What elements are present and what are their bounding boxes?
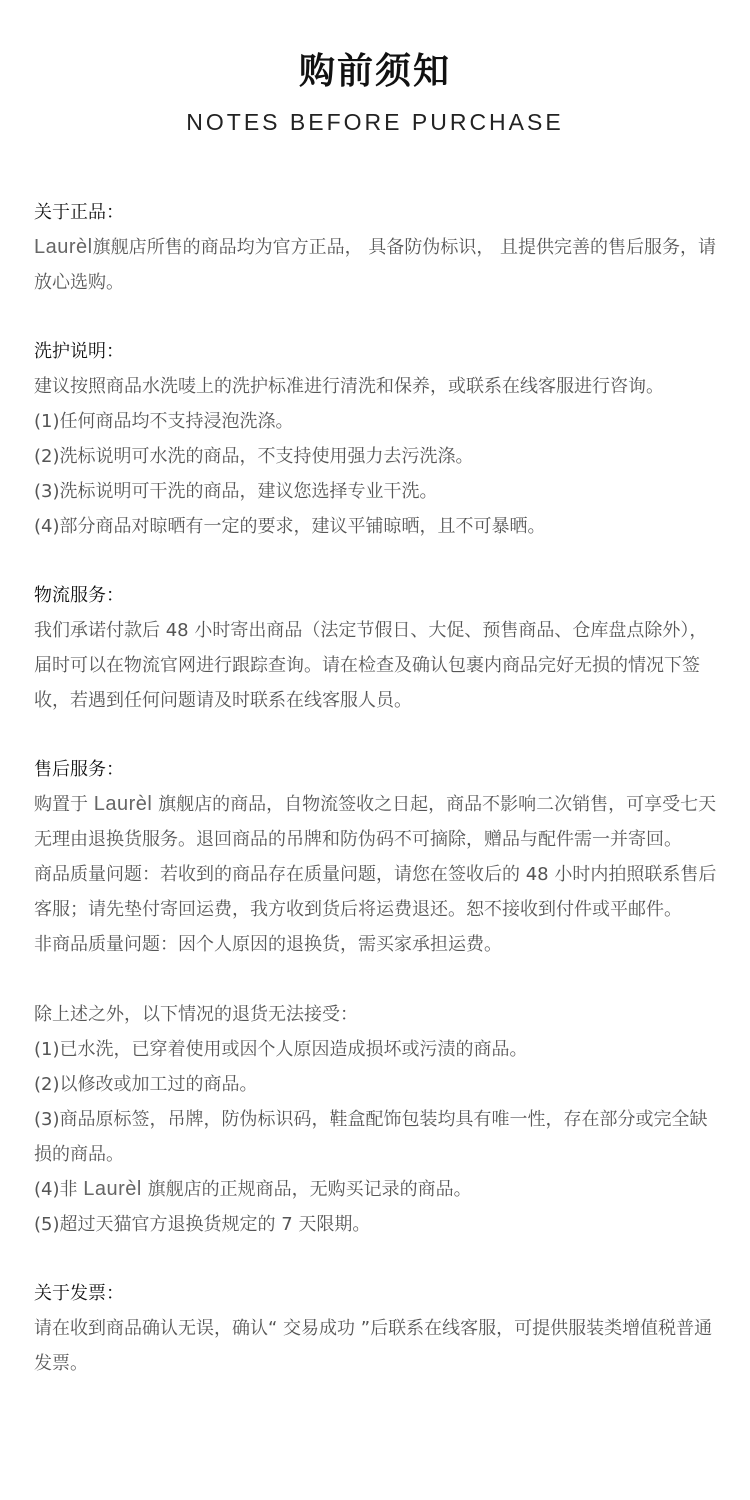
section-heading-genuine: 关于正品： [34,202,124,223]
exception-item: (5)超过天猫官方退换货规定的 7 天限期。 [34,1214,371,1235]
exception-item-body: 旗舰店的正规商品，无购买记录的商品。 [147,1179,472,1200]
non-quality-issue-text: 非商品质量问题：因个人原因的退换货，需买家承担运费。 [34,934,502,955]
after-sales-text [34,787,724,857]
section-logistics [34,579,724,718]
exception-item: (2)以修改或加工过的商品。 [34,1074,258,1095]
after-sales-text-start: 购置于 [34,794,88,815]
exceptions-intro: 除上述之外，以下情况的退货无法接受： [34,1004,358,1025]
brand-name: Laurèl [34,236,93,258]
exception-item-start: (4)非 [34,1179,78,1200]
care-line: (2)洗标说明可水洗的商品，不支持使用强力去污洗涤。 [34,446,474,467]
genuine-text [34,230,724,300]
section-genuine [34,196,724,300]
section-heading-logistics: 物流服务： [34,585,124,606]
invoice-text: 请在收到商品确认无误，确认“ 交易成功 ”后联系在线客服，可提供服装类增值税普通发票。 [34,1318,713,1374]
section-gap [34,300,724,335]
section-care [34,335,724,544]
care-line: (1)任何商品均不支持浸泡洗涤。 [34,411,294,432]
exception-item: (3)商品原标签，吊牌，防伪标识码，鞋盒配饰包装均具有唯一性，存在部分或完全缺损的商品。 [34,1109,708,1165]
page-title: 购前须知 [298,51,451,92]
section-gap [34,1242,724,1277]
section-exceptions [34,997,724,1242]
care-line: (3)洗标说明可干洗的商品，建议您选择专业干洗。 [34,481,438,502]
section-heading-care: 洗护说明： [34,341,124,362]
logistics-text: 我们承诺付款后 48 小时寄出商品（法定节假日、大促、预售商品、仓库盘点除外），届时可以在物流官网进行跟踪查询。请在检查及确认包裹内商品完好无损的情况下签收，若遇到任何问题请及时联系在线客服人员。 [34,620,708,711]
care-line: 建议按照商品水洗唛上的洗护标准进行清洗和保养，或联系在线客服进行咨询。 [34,376,664,397]
care-line: (4)部分商品对晾晒有一定的要求，建议平铺晾晒，且不可暴晒。 [34,516,546,537]
section-invoice [34,1277,724,1381]
quality-issue-text: 商品质量问题：若收到的商品存在质量问题，请您在签收后的 48 小时内拍照联系售后客服；请先垫付寄回运费，我方收到货后将运费退还。恕不接收到付件或平邮件。 [34,864,717,920]
section-heading-invoice: 关于发票： [34,1283,124,1304]
genuine-text-body: 旗舰店所售的商品均为官方正品， 具备防伪标识， 且提供完善的售后服务，请放心选购。 [34,237,717,293]
after-sales-text-body: 旗舰店的商品，自物流签收之日起，商品不影响二次销售，可享受七天无理由退换货服务。退回商品的吊牌和防伪码不可摘除，赠品与配件需一并寄回。 [34,794,717,850]
brand-name: Laurèl [93,793,153,815]
brand-name: Laurèl [83,1178,142,1200]
section-heading-after-sales: 售后服务： [34,759,124,780]
exception-item: (1)已水洗，已穿着使用或因个人原因造成损坏或污渍的商品。 [34,1039,528,1060]
notes-content [34,196,724,1381]
section-gap [34,544,724,579]
section-after-sales [34,753,724,962]
section-gap [34,962,724,997]
page-subtitle: NOTES BEFORE PURCHASE [186,109,564,135]
exception-item [34,1172,724,1207]
section-gap [34,718,724,753]
